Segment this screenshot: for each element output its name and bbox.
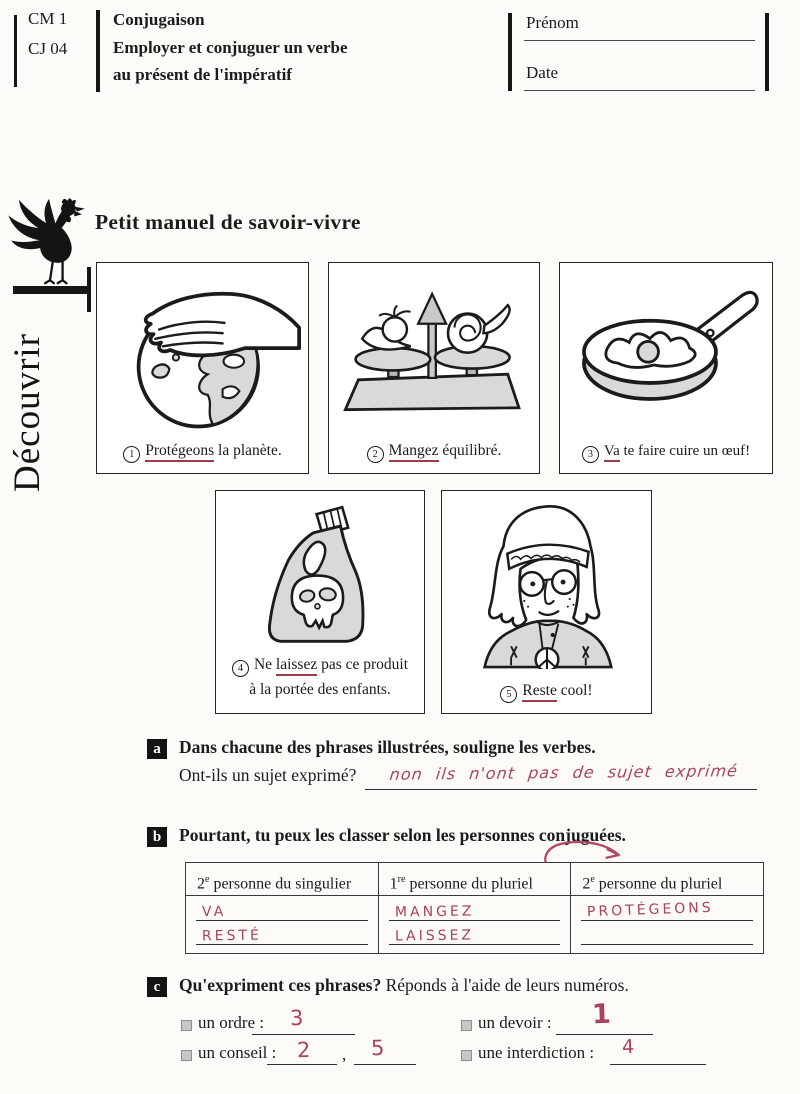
rooster-icon — [6, 196, 94, 288]
illustration-box-4 — [215, 490, 425, 714]
underlined-verb-1: Protégeons — [145, 442, 214, 462]
item-ordre-label: un ordre : — [198, 1013, 265, 1032]
exercise-b-instruction: Pourtant, tu peux les classer selon les personnes conjuguées. — [179, 825, 626, 845]
lesson-title: Petit manuel de savoir-vivre — [95, 210, 361, 234]
caption-4-line2: à la portée des enfants. — [249, 681, 391, 699]
item-ordre-answer: 3 — [289, 1005, 304, 1031]
namebox-left-rule — [508, 13, 512, 91]
rubric-label: Découvrir — [7, 333, 48, 492]
item-conseil-blank-2 — [354, 1064, 416, 1065]
bullet-square-icon — [461, 1020, 472, 1031]
circled-number-1: 1 — [123, 446, 140, 463]
item-interdiction-blank — [610, 1064, 706, 1065]
illustration-box-5 — [441, 490, 652, 714]
handwritten-answer: MANGEZ — [394, 903, 475, 921]
bullet-square-icon — [181, 1050, 192, 1061]
exercise-a-instruction: Dans chacune des phrases illustrées, souligne les verbes. — [179, 737, 596, 757]
caption-4: 4 Ne laissez pas ce produit à la portée des enfants. — [216, 652, 424, 703]
item-devoir-answer: 1 — [591, 998, 612, 1031]
classification-table — [185, 862, 764, 954]
poison-bottle-illustration — [230, 497, 410, 649]
frying-pan-egg-illustration — [567, 269, 765, 429]
circled-number-3: 3 — [582, 446, 599, 463]
bullet-square-icon — [461, 1050, 472, 1061]
date-label: Date — [526, 63, 559, 82]
answer-a-blank-line — [365, 789, 757, 790]
item-interdiction-answer: 4 — [621, 1035, 635, 1059]
item-conseil-blank-1 — [267, 1064, 337, 1065]
namebox-right-rule — [765, 13, 769, 91]
column-header: 2e personne du pluriel — [571, 863, 763, 896]
handwritten-answer: RESTÉ — [201, 927, 262, 945]
exercise-c-badge: c — [147, 977, 167, 997]
handwritten-answer: VA — [201, 903, 227, 921]
circled-number-4: 4 — [232, 660, 249, 677]
answer-blank — [581, 920, 753, 921]
underlined-verb-4: laissez — [276, 656, 317, 676]
illustration-box-1 — [96, 262, 309, 474]
subject-title: Conjugaison — [113, 10, 205, 29]
answer-a-handwriting: non ils n'ont pas de sujet exprimé — [388, 761, 740, 784]
caption-3: 3 Va te faire cuire un œuf! — [560, 443, 772, 463]
column-header: 1re personne du pluriel — [379, 863, 571, 896]
name-blank-line — [524, 40, 755, 41]
hand-protecting-planet-illustration — [105, 269, 301, 431]
illustration-box-3 — [559, 262, 773, 474]
caption-1: 1 Protégeons la planète. — [97, 442, 308, 463]
item-devoir-label: un devoir : — [478, 1013, 552, 1032]
item-conseil-answer-2: 5 — [370, 1035, 385, 1061]
item-devoir-blank — [556, 1034, 653, 1035]
underlined-verb-2: Mangez — [389, 442, 439, 462]
item-interdiction-label: une interdiction : — [478, 1043, 595, 1062]
underlined-verb-3: Va — [604, 443, 620, 462]
exercise-c-instruction: Qu'expriment ces phrases? Réponds à l'aide de leurs numéros. — [179, 975, 629, 995]
table-column-plural-1 — [378, 863, 571, 953]
date-blank-line — [524, 90, 755, 91]
circled-number-5: 5 — [500, 686, 517, 703]
exercise-a-badge: a — [147, 739, 167, 759]
comma-separator: , — [342, 1045, 347, 1064]
item-conseil-label: un conseil : — [198, 1043, 277, 1062]
column-header: 2e personne du singulier — [186, 863, 378, 896]
bullet-square-icon — [181, 1020, 192, 1031]
table-column-plural-2 — [570, 863, 763, 953]
illustration-box-2 — [328, 262, 540, 474]
balance-scale-illustration — [336, 269, 532, 429]
header-left-rule — [14, 15, 17, 87]
handwritten-answer: PROTÉGEONS — [587, 899, 715, 921]
rubric-tick — [87, 267, 91, 312]
name-label: Prénom — [526, 13, 579, 32]
hippie-peace-illustration — [452, 497, 642, 669]
exercise-b-badge: b — [147, 827, 167, 847]
header-mid-rule — [96, 10, 100, 92]
caption-2: 2 Mangez équilibré. — [329, 442, 539, 463]
table-column-singular-2 — [186, 863, 378, 953]
answer-blank — [581, 944, 753, 945]
underlined-verb-5: Reste — [522, 682, 556, 702]
lesson-objective-line1: Employer et conjuguer un verbe — [113, 38, 348, 57]
circled-number-2: 2 — [367, 446, 384, 463]
level-code: CM 1 — [28, 9, 68, 28]
answer-blank — [196, 920, 368, 921]
item-conseil-answer-1: 2 — [296, 1037, 311, 1063]
handwritten-answer: LAISSEZ — [394, 927, 474, 945]
caption-5: 5 Reste cool! — [442, 682, 651, 703]
exercise-a-question: Ont-ils un sujet exprimé? — [179, 765, 357, 785]
item-ordre-blank — [252, 1034, 355, 1035]
lesson-objective-line2: au présent de l'impératif — [113, 65, 292, 84]
sheet-code: CJ 04 — [28, 39, 68, 58]
